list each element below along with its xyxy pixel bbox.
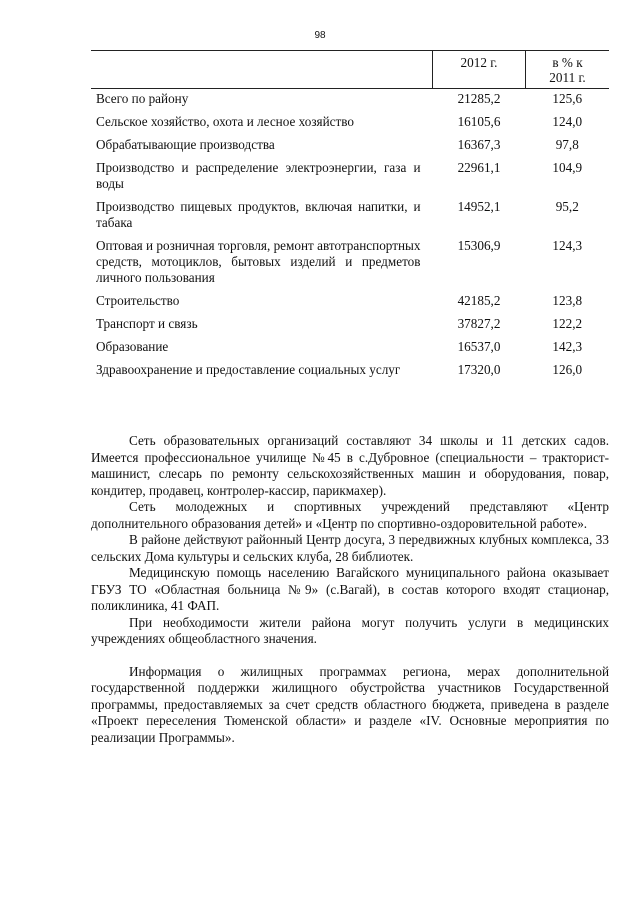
- table-row: [91, 291, 609, 314]
- row-label: Здравоохранение и предоставление социальных услуг: [96, 362, 401, 377]
- row-value: 16537,0: [457, 339, 501, 354]
- row-label: Производство и распределение электроэнергии, газа и воды: [96, 160, 421, 191]
- row-percent: 125,6: [552, 91, 583, 106]
- row-value: 15306,9: [457, 238, 501, 253]
- row-label: Строительство: [96, 293, 180, 308]
- row-label: Образование: [96, 339, 169, 354]
- row-percent: 124,0: [552, 114, 583, 129]
- row-value: 37827,2: [457, 316, 501, 331]
- row-label: Производство пищевых продуктов, включая напитки, и табака: [96, 199, 421, 230]
- header-percent-line2: 2011 г.: [549, 70, 586, 85]
- row-label: Оптовая и розничная торговля, ремонт автотранспортных средств, мотоциклов, бытовых изделий и предметов личного пользования: [96, 238, 421, 285]
- paragraph-medical: Медицинскую помощь населению Вагайского муниципального района оказывает ГБУЗ ТО «Областная больница №9» (с.Вагай), в состав которого входят стационар, поликлиника, 41 ФАП.: [91, 565, 609, 613]
- row-label: Транспорт и связь: [96, 316, 198, 331]
- header-percent: [526, 51, 610, 89]
- statistics-table: [91, 50, 609, 383]
- paragraph-housing-programs: Информация о жилищных программах региона, мерах дополнительной государственной поддержки жилищного обустройства участников Государственной программы, предоставляемых за счет средств областного бюджета, приведена в разделе «Проект переселения Тюменской области» и разделе «IV. Основные мероприятия по реализации Программы».: [91, 663, 609, 745]
- row-percent: 122,2: [552, 316, 583, 331]
- paragraph-medical-regional: При необходимости жители района могут получить услуги в медицинских учреждениях общеобластного значения.: [91, 614, 609, 646]
- row-percent: 124,3: [552, 238, 583, 253]
- row-value: 17320,0: [457, 362, 501, 377]
- paragraph-youth-sport: Сеть молодежных и спортивных учреждений представляют «Центр дополнительного образования детей» и «Центр по спортивно-оздоровительной работе».: [91, 499, 609, 531]
- row-value: 42185,2: [457, 293, 501, 308]
- header-percent-line1: в % к: [552, 55, 583, 70]
- row-label: Всего по району: [96, 91, 189, 106]
- row-value: 16367,3: [457, 137, 501, 152]
- table-row: [91, 112, 609, 135]
- table-row: [91, 314, 609, 337]
- row-percent: 123,8: [552, 293, 583, 308]
- table-row: [91, 360, 609, 383]
- table-header-row: [91, 51, 609, 89]
- row-value: 14952,1: [457, 199, 501, 214]
- row-value: 22961,1: [457, 160, 501, 175]
- table-row: [91, 89, 609, 113]
- row-percent: 97,8: [555, 137, 579, 152]
- table-row: [91, 197, 609, 236]
- paragraph-culture: В районе действуют районный Центр досуга, 3 передвижных клубных комплекса, 33 сельских Дома культуры и сельских клуба, 28 библиотек.: [91, 532, 609, 564]
- table-row: [91, 158, 609, 197]
- header-year: 2012 г.: [433, 51, 526, 89]
- row-percent: 126,0: [552, 362, 583, 377]
- header-label-cell: [91, 51, 433, 89]
- paragraph-education: Сеть образовательных организаций составляют 34 школы и 11 детских садов. Имеется профессиональное училище №45 в с.Дубровное (специальности – тракторист-машинист, слесарь по ремонту сельскохозяйственных машин и оборудования, повар, кондитер, продавец, контролер-кассир, парикмахер).: [91, 433, 609, 498]
- row-label: Сельское хозяйство, охота и лесное хозяйство: [96, 114, 355, 129]
- body-text: [91, 433, 609, 746]
- row-value: 16105,6: [457, 114, 501, 129]
- page-number: 98: [314, 30, 326, 41]
- table-row: [91, 337, 609, 360]
- row-value: 21285,2: [457, 91, 501, 106]
- table-row: [91, 135, 609, 158]
- row-percent: 142,3: [552, 339, 583, 354]
- table-row: [91, 236, 609, 291]
- row-percent: 104,9: [552, 160, 583, 175]
- row-percent: 95,2: [555, 199, 579, 214]
- row-label: Обрабатывающие производства: [96, 137, 275, 152]
